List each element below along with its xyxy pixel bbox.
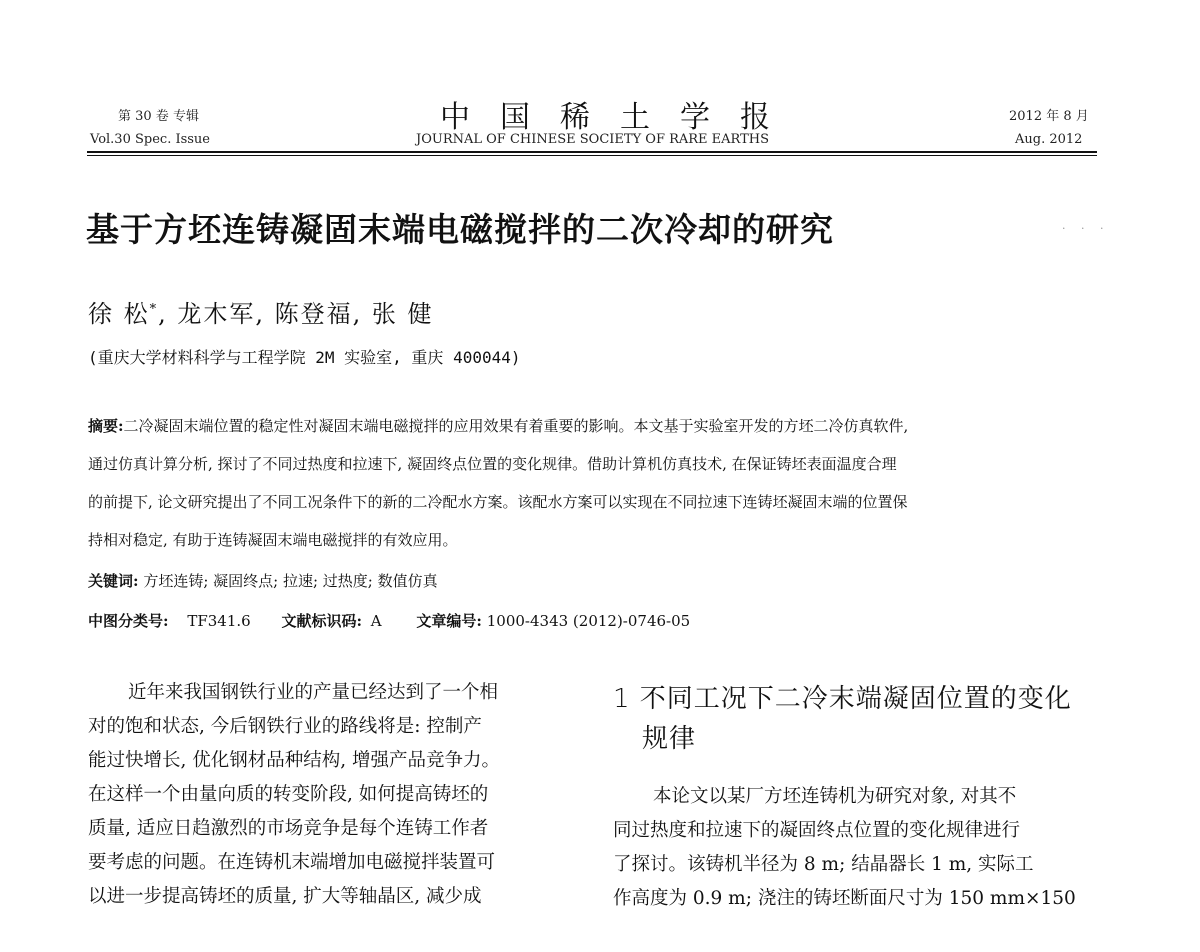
author-first: 徐 松 — [88, 300, 150, 328]
header-rule-thick — [87, 151, 1097, 153]
author-rest: , 龙木军, 陈登福, 张 健 — [158, 300, 434, 328]
abstract-line-2: 通过仿真计算分析, 探讨了不同过热度和拉速下, 凝固终点位置的变化规律。借助计算机仿真技术, 在保证铸坯表面温度合理 — [88, 455, 897, 473]
affiliation: (重庆大学材料科学与工程学院 2M 实验室, 重庆 400044) — [88, 348, 521, 367]
body-right-line-3: 了探讨。该铸机半径为 8 m; 结晶器长 1 m, 实际工 — [613, 854, 1034, 875]
scan-speckle: · · · — [1062, 222, 1110, 235]
author-list — [88, 294, 434, 329]
body-right-line-4: 作高度为 0.9 m; 浇注的铸坯断面尺寸为 150 mm×150 — [613, 888, 1076, 909]
body-right-line-1: 本论文以某厂方坯连铸机为研究对象, 对其不 — [653, 786, 1017, 807]
body-left-line-6: 要考虑的问题。在连铸机末端增加电磁搅拌装置可 — [88, 852, 496, 873]
volume-cn: 第 30 卷 专辑 — [118, 109, 199, 124]
article-number-label: 文章编号: — [416, 612, 482, 630]
article-number-value: 1000-4343 (2012)-0746-05 — [486, 612, 691, 630]
volume-en: Vol.30 Spec. Issue — [90, 132, 210, 147]
article-title: 基于方坯连铸凝固末端电磁搅拌的二次冷却的研究 — [86, 210, 834, 249]
clc-label: 中图分类号: — [88, 612, 169, 630]
body-left-line-5: 质量, 适应日趋激烈的市场竞争是每个连铸工作者 — [88, 818, 489, 839]
body-left-line-3: 能过快增长, 优化钢材品种结构, 增强产品竞争力。 — [88, 750, 501, 771]
corresponding-mark: * — [149, 302, 159, 317]
issue-date-cn: 2012 年 8 月 — [1009, 109, 1089, 124]
keywords — [88, 570, 438, 591]
issue-date-en: Aug. 2012 — [1015, 132, 1083, 147]
body-left-line-1: 近年来我国钢铁行业的产量已经达到了一个相 — [128, 682, 499, 703]
section-heading-line-2: 规律 — [642, 724, 697, 754]
body-left-line-4: 在这样一个由量向质的转变阶段, 如何提高铸坯的 — [88, 784, 489, 805]
abstract-line-3: 的前提下, 论文研究提出了不同工况条件下的新的二冷配水方案。该配水方案可以实现在不同拉速下连铸坯凝固末端的位置保 — [88, 493, 908, 511]
abstract-line-4: 持相对稳定, 有助于连铸凝固末端电磁搅拌的有效应用。 — [88, 531, 458, 549]
body-right-line-2: 同过热度和拉速下的凝固终点位置的变化规律进行 — [613, 820, 1021, 841]
journal-title-en: JOURNAL OF CHINESE SOCIETY OF RARE EARTHS — [416, 132, 770, 147]
doc-code-value: A — [370, 612, 382, 630]
keywords-label: 关键词: — [88, 572, 139, 590]
body-left-line-7: 以进一步提高铸坯的质量, 扩大等轴晶区, 减少成 — [88, 886, 482, 907]
abstract-label: 摘要: — [88, 417, 124, 435]
clc-value: TF341.6 — [187, 612, 251, 630]
body-left-line-2: 对的饱和状态, 今后钢铁行业的路线将是: 控制产 — [88, 716, 482, 737]
section-heading-line-1: 1 不同工况下二冷末端凝固位置的变化 — [613, 684, 1072, 714]
journal-title-cn: 中国稀土学报 — [440, 100, 800, 135]
doc-code-label: 文献标识码: — [281, 612, 363, 630]
classification-row — [88, 610, 690, 631]
abstract-line-1: 摘要:二冷凝固末端位置的稳定性对凝固末端电磁搅拌的应用效果有着重要的影响。本文基于实验室开发的方坯二冷仿真软件, — [88, 417, 909, 435]
header-rule-thin — [87, 155, 1097, 156]
keywords-value: 方坯连铸; 凝固终点; 拉速; 过热度; 数值仿真 — [143, 572, 438, 590]
